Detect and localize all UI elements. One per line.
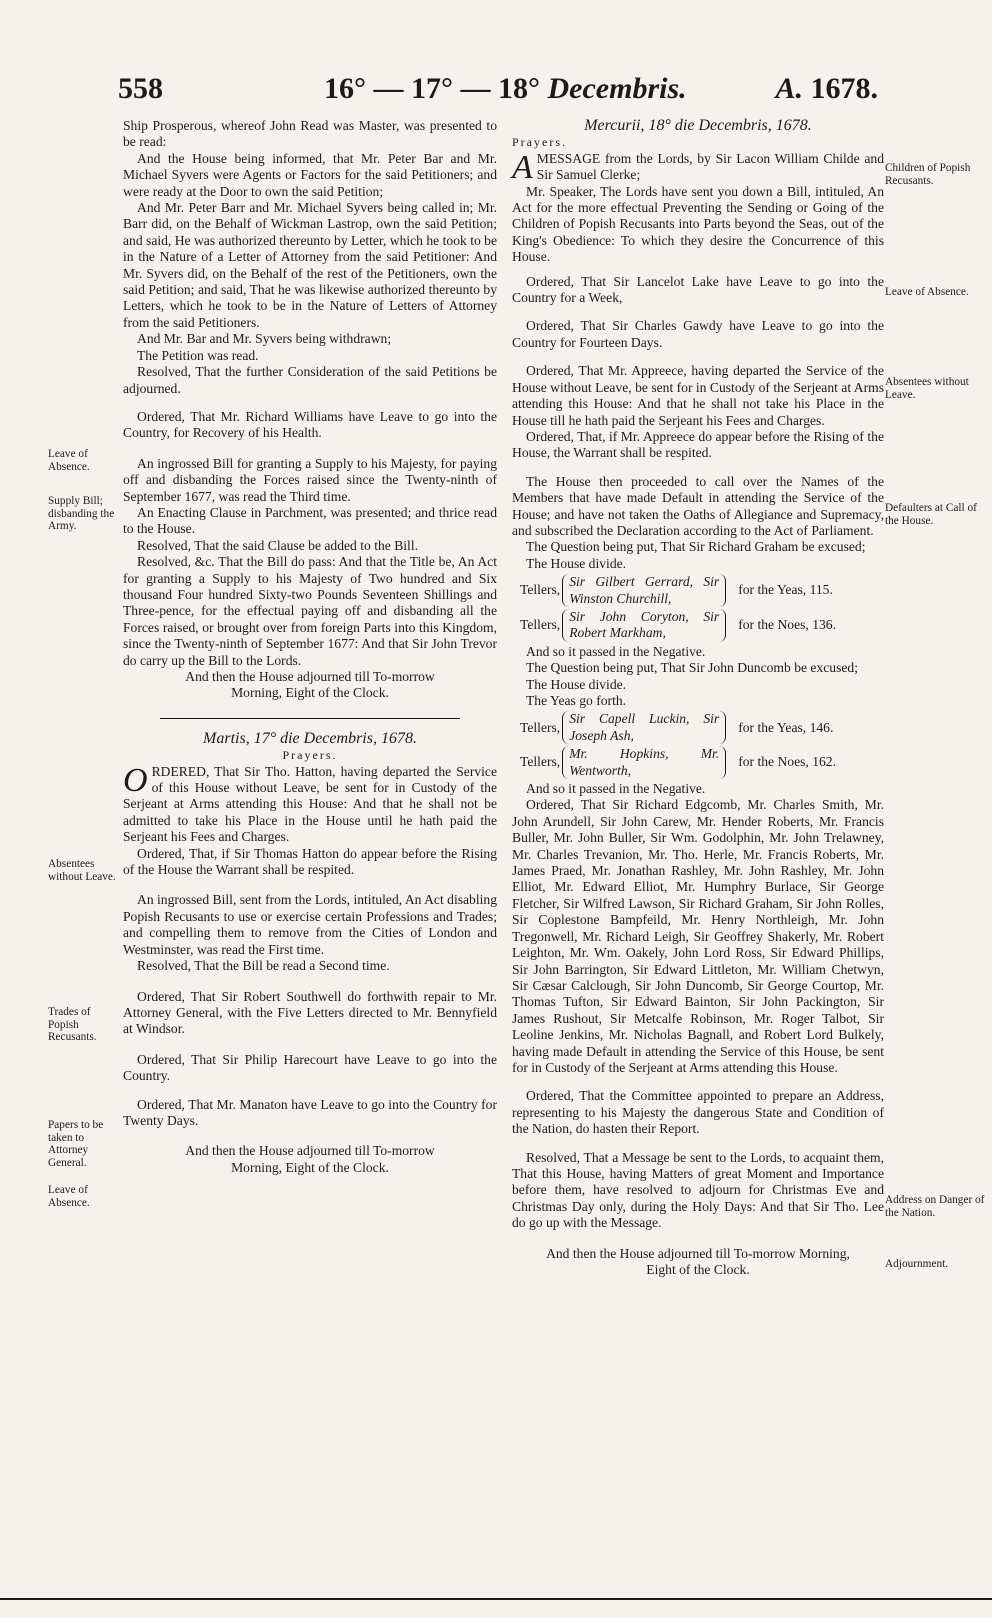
defaulters-order: Ordered, That Sir Richard Edgcomb, Mr. Charles Smith, Mr. John Arundell, Sir John Carew, Mr. Hender Roberts, Mr. Francis Buller, Mr. John Buller, Sir Wm. Godolphin, Mr. John Trelawney, Mr. Charles Trevanion, Mr. Tho. Herle, Mr. Francis Roberts, Mr. James Praed, Mr. Jonathan Rashley, Mr. John Rashley, Mr. John Elliot, Mr. Edward Elliot, Mr. Humphry Burlace, Sir George Fletcher, Sir Wilfred Lawson, Sir Richard Graham, Sir John Rolles, Sir Coplestone Bampfeild, Mr. Henry Northleigh, Mr. John Tregonwell, Mr. Richard Leigh, Sir Geoffrey Shakerly, Mr. Robert Leighton, Mr. Wm. Oakely, John Lord Ross, Sir Edward Phillips, Sir John Barrington, Sir Edward Littleton, Mr. William Chetwyn, Sir Cæsar Calclough, Sir John Duncomb, Sir George Courtop, Mr. Thomas Tufton, Sir Edward Bainton, Sir John Packington, Sir James Rushout, Sir Metcalfe Robinson, Mr. Roger Talbot, Sir Leoline Jenkins, Mr. Nicholas Bagnall, and Robert Lord Bulkely, having made Default in attending the Service of this House, be sent for in Custody of the Serjeant at Arms attending this House. xyxy=(512,797,884,1075)
house-divide: The House divide. xyxy=(526,555,627,571)
section-divider xyxy=(160,718,460,719)
tellers-label: Tellers, xyxy=(520,719,561,735)
teller-names: Sir Capell Luckin, Sir Joseph Ash, xyxy=(562,711,726,744)
yeas-go-forth: The Yeas go forth. xyxy=(526,693,627,708)
margin-note-leave-absence: Leave of Absence. xyxy=(48,1184,90,1209)
header-year-prefix: A. xyxy=(775,72,803,105)
margin-note-papers-attorney: Papers to be taken to Attorney General. xyxy=(48,1119,104,1169)
margin-note-adjournment: Adjournment. xyxy=(885,1258,949,1270)
adjournment-line: And then the House adjourned till To-morrow Morning, Eight of the Clock. xyxy=(185,1143,435,1175)
vote-count: for the Noes, 136. xyxy=(738,617,836,633)
teller-names: Sir Gilbert Gerrard, Sir Winston Churchill, xyxy=(562,574,726,607)
hatton-order-text: RDERED, That Sir Tho. Hatton, having departed the Service of this House without Leave, be sent for in Custody of the Serjeant at Arms attending this House: And that he shall not be admitted to take his Place in the House until he hath paid the Serjeant his Fees and Charges. xyxy=(123,763,497,845)
page-bottom-rule xyxy=(0,1598,992,1600)
margin-note-absentees: Absentees without Leave. xyxy=(48,858,116,883)
speaker-message: Mr. Speaker, The Lords have sent you down a Bill, intituled, An Act for the more effectual Preventing the Sending or Going of the Children of Popish Recusants into Parts beyond the Seas, out of the King's Obedience: To which they desire the Concurrence of this House. xyxy=(512,183,884,265)
appreece-order: Ordered, That Mr. Appreece, having departed the Service of the House without Leave, be sent for in Custody of the Serjeant at Arms attending this House: And that he shall not take his Place in the House till he hath paid the Serjeant his Fees and Charges. xyxy=(512,363,884,428)
day-heading-18: Mercurii, 18° die Decembris, 1678. xyxy=(584,117,812,134)
supply-bill-paragraph: An ingrossed Bill for granting a Supply to his Majesty, for paying off and disbanding the Forces raised since the Twenty-ninth of September 1677, was read the Third time. xyxy=(123,455,497,504)
page-header xyxy=(118,72,878,112)
recusants-bill: An ingrossed Bill, sent from the Lords, intituled, An Act disabling Popish Recusants to use or exercise certain Professions and Trades; and compelling them to remove from the Cities of London and Westminster, was read the First time. xyxy=(123,892,497,957)
margin-note-supply-bill: Supply Bill; disbanding the Army. xyxy=(48,495,115,533)
drop-cap: A xyxy=(512,148,533,186)
question-graham: The Question being put, That Sir Richard Graham be excused; xyxy=(526,539,866,555)
vote-count: for the Noes, 162. xyxy=(738,754,836,770)
header-year-number: 1678. xyxy=(810,72,878,105)
paragraph: Ship Prosperous, whereof John Read was Master, was presented to be read: xyxy=(123,118,497,150)
margin-note-absentees: Absentees without Leave. xyxy=(885,376,969,401)
williams-leave: Ordered, That Mr. Richard Williams have Leave to go into the Country, for Recovery of his Health. xyxy=(123,408,497,441)
question-duncomb: The Question being put, That Sir John Duncomb be excused; xyxy=(526,660,858,676)
call-over-names: The House then proceeded to call over the Names of the Members that have made Default in attending the Service of the House; and have not taken the Oaths of Allegiance and Supremacy, and subscribed the Declaration according to the Act of Parliament. xyxy=(512,473,884,538)
manaton-leave: Ordered, That Mr. Manaton have Leave to go into the Country for Twenty Days. xyxy=(123,1096,497,1128)
margin-note-address-danger: Address on Danger of the Nation. xyxy=(885,1194,985,1219)
vote-count: for the Yeas, 146. xyxy=(738,719,834,735)
page-number: 558 xyxy=(118,72,163,105)
tellers-label: Tellers, xyxy=(520,582,561,598)
header-month: Decembris. xyxy=(547,72,687,105)
header-dates xyxy=(324,72,687,106)
adjournment-line: And then the House adjourned till To-morrow Morning, Eight of the Clock. xyxy=(546,1245,850,1277)
negative-result: And so it passed in the Negative. xyxy=(526,643,706,659)
vote-count: for the Yeas, 115. xyxy=(738,582,833,598)
adjournment-line: And then the House adjourned till To-morrow Morning, Eight of the Clock. xyxy=(185,669,435,701)
hatton-order xyxy=(123,761,497,846)
paragraph: Resolved, That the further Consideration of the said Petitions be adjourned. xyxy=(123,364,497,396)
adjournment-resolution: Resolved, That a Message be sent to the Lords, to acquaint them, That this House, having Matters of great Moment and Importance before them, have resolved to adjourn for Christmas Eve and Christmas Day only, during the Holy Days: And that Sir Tho. Lee do go up with the Message. xyxy=(512,1149,884,1231)
margin-note-leave-absence: Leave of Absence. xyxy=(48,448,90,473)
margin-note-defaulters: Defaulters at Call of the House. xyxy=(885,502,977,527)
supply-bill-paragraph: An Enacting Clause in Parchment, was presented; and thrice read to the House. xyxy=(123,504,497,537)
prayers-heading: Prayers. xyxy=(282,748,338,763)
appreece-respite: Ordered, That, if Mr. Appreece do appear before the Rising of the House, the Warrant shall be respited. xyxy=(512,428,884,461)
header-year xyxy=(775,72,878,106)
paragraph: The Petition was read. xyxy=(137,347,259,363)
tellers-yeas-2 xyxy=(520,711,884,744)
margin-note-children-recusants: Children of Popish Recusants. xyxy=(885,162,971,187)
margin-note-leave-absence: Leave of Absence. xyxy=(885,286,969,298)
day-heading-17: Martis, 17° die Decembris, 1678. xyxy=(203,729,417,747)
prayers-heading: Prayers. xyxy=(512,135,567,150)
paragraph: And Mr. Peter Barr and Mr. Michael Syvers being called in; Mr. Barr did, on the Behalf of Wickman Lastrop, own the said Petition; and said, He was authorized thereunto by Letter, which he took to be in the Nature of a Letter of Attorney from the said Petitioner: And Mr. Syvers did, on the Behalf of the rest of the Petitioners, own the said Petition; and said, That he was likewise authorized thereunto by Letters, which he took to be in the Nature of Letters of Attorney from the said Petitioners. xyxy=(123,200,497,330)
tellers-label: Tellers, xyxy=(520,617,561,633)
supply-bill-paragraph: Resolved, That the said Clause be added to the Bill. xyxy=(137,537,419,553)
lords-message-text: MESSAGE from the Lords, by Sir Lacon William Childe and Sir Samuel Clerke; xyxy=(536,150,884,183)
teller-names: Sir John Coryton, Sir Robert Markham, xyxy=(562,609,726,642)
paragraph: And Mr. Bar and Mr. Syvers being withdrawn; xyxy=(137,331,392,347)
harecourt-leave: Ordered, That Sir Philip Harecourt have Leave to go into the Country. xyxy=(123,1051,497,1084)
negative-result: And so it passed in the Negative. xyxy=(526,781,706,797)
supply-bill-paragraph: Resolved, &c. That the Bill do pass: And that the Title be, An Act for granting a Supply to his Majesty of Two hundred and Six thousand Four hundred Sixty-two Pounds Seventeen Shillings and Three-pence, for the effectual paying off and disbanding all the Forces raised, or brought over from foreign Parts into this Kingdom, since the Twenty-ninth of September 1677: And that Sir John Trevor do carry up the Bill to the Lords. xyxy=(123,554,497,668)
house-divide: The House divide. xyxy=(526,676,627,692)
recusants-resolved: Resolved, That the Bill be read a Second time. xyxy=(137,958,390,974)
left-column xyxy=(123,118,497,1176)
right-column xyxy=(512,118,884,1278)
paragraph: And the House being informed, that Mr. Peter Bar and Mr. Michael Syvers were Agents or Factors for the said Petitioners; and were ready at the Door to own the said Petition; xyxy=(123,150,497,199)
drop-cap: O xyxy=(123,761,148,799)
hatton-respite: Ordered, That, if Sir Thomas Hatton do appear before the Rising of the House the Warrant shall be respited. xyxy=(123,845,497,878)
lords-message xyxy=(512,148,884,186)
lake-leave: Ordered, That Sir Lancelot Lake have Leave to go into the Country for a Week, xyxy=(512,273,884,306)
tellers-label: Tellers, xyxy=(520,754,561,770)
tellers-yeas-1 xyxy=(520,574,884,607)
tellers-noes-1 xyxy=(520,609,884,642)
teller-names: Mr. Hopkins, Mr. Wentworth, xyxy=(562,746,726,779)
margin-note-trades-recusants: Trades of Popish Recusants. xyxy=(48,1006,97,1044)
gawdy-leave: Ordered, That Sir Charles Gawdy have Leave to go into the Country for Fourteen Days. xyxy=(512,318,884,350)
southwell-order: Ordered, That Sir Robert Southwell do forthwith repair to Mr. Attorney General, with the Five Letters directed to Mr. Bennyfield at Windsor. xyxy=(123,988,497,1037)
header-day-numbers: 16° — 17° — 18° xyxy=(324,72,540,105)
address-order: Ordered, That the Committee appointed to prepare an Address, representing to his Majesty the dangerous State and Condition of the Nation, do hasten their Report. xyxy=(512,1088,884,1137)
tellers-noes-2 xyxy=(520,746,884,779)
